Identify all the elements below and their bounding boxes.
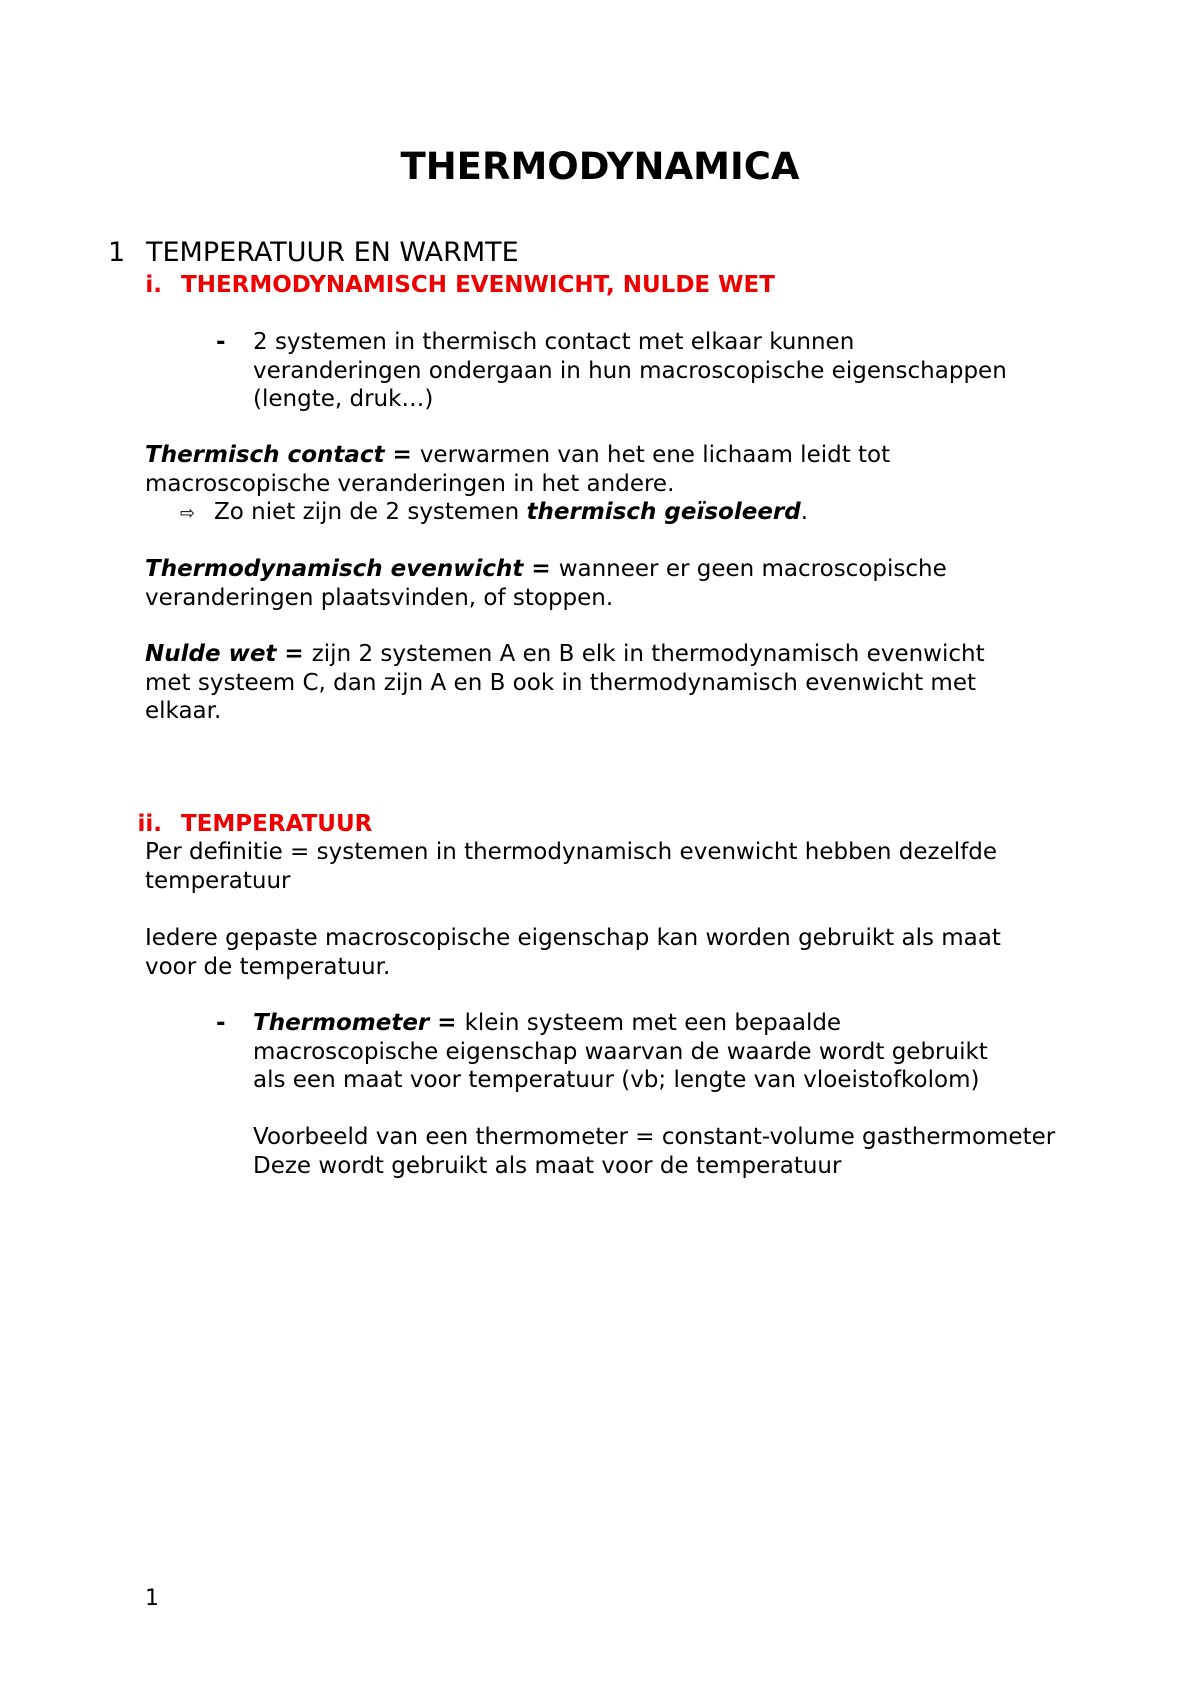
bullet-thermometer bbox=[253, 1009, 988, 1095]
equals-sign: = bbox=[384, 442, 420, 468]
definition-text: klein systeem met een bepaalde bbox=[464, 1010, 842, 1036]
section-number-2: ii. bbox=[137, 811, 162, 837]
term-label: Thermometer bbox=[253, 1010, 430, 1036]
definition-temperatuur bbox=[145, 838, 997, 895]
equals-sign: = bbox=[523, 556, 559, 582]
chapter-number: 1 bbox=[108, 237, 126, 268]
section-title-2: TEMPERATUUR bbox=[181, 811, 373, 837]
section-heading-2 bbox=[98, 810, 372, 839]
bullet-marker-2: - bbox=[216, 1010, 226, 1036]
definition-text: met systeem C, dan zijn A en B ook in thermodynamisch evenwicht met bbox=[145, 669, 977, 696]
equals-sign: = bbox=[276, 641, 312, 667]
paragraph-line: Deze wordt gebruikt als maat voor de temperatuur bbox=[253, 1152, 842, 1179]
paragraph-line: voor de temperatuur. bbox=[145, 953, 391, 980]
term-label: Nulde wet bbox=[145, 641, 277, 667]
arrow-icon: ⇨ bbox=[180, 503, 196, 524]
document-title: THERMODYNAMICA bbox=[400, 145, 800, 188]
term-label: thermisch geïsoleerd bbox=[526, 499, 801, 525]
definition-text: verwarmen van het ene lichaam leidt tot bbox=[419, 442, 891, 468]
equals-sign: = bbox=[429, 1010, 465, 1036]
paragraph-line: Per definitie = systemen in thermodynamisch evenwicht hebben dezelfde bbox=[145, 839, 997, 865]
definition-text: elkaar. bbox=[145, 698, 222, 724]
bullet-line: (lengte, druk…) bbox=[253, 386, 434, 412]
term-label: Thermisch contact bbox=[145, 442, 385, 468]
paragraph-eigenschap bbox=[145, 924, 1001, 981]
definition-text: als een maat voor temperatuur (vb; lengte van vloeistofkolom) bbox=[253, 1067, 980, 1093]
definition-thermisch-contact bbox=[145, 441, 890, 529]
paragraph-line: Iedere gepaste macroscopische eigenschap kan worden gebruikt als maat bbox=[145, 925, 1001, 951]
section-title-1: THERMODYNAMISCH EVENWICHT, NULDE WET bbox=[181, 272, 775, 298]
arrow-end: . bbox=[800, 499, 809, 525]
bullet-text-1 bbox=[253, 328, 1007, 414]
definition-nulde-wet bbox=[145, 640, 985, 726]
example-thermometer bbox=[253, 1123, 1055, 1180]
page-number: 1 bbox=[145, 1586, 159, 1611]
definition-thermodynamisch-evenwicht bbox=[145, 555, 947, 612]
term-label: Thermodynamisch evenwicht bbox=[145, 556, 524, 582]
bullet-line: 2 systemen in thermisch contact met elkaar kunnen bbox=[253, 329, 855, 355]
bullet-marker-1: - bbox=[216, 329, 226, 355]
chapter-title: TEMPERATUUR EN WARMTE bbox=[146, 237, 519, 268]
section-heading-1 bbox=[98, 271, 775, 300]
bullet-line: veranderingen ondergaan in hun macroscopische eigenschappen bbox=[253, 357, 1007, 384]
definition-text: wanneer er geen macroscopische bbox=[558, 556, 947, 582]
arrow-text: Zo niet zijn de 2 systemen bbox=[214, 499, 527, 525]
paragraph-line: Voorbeeld van een thermometer = constant-volume gasthermometer bbox=[253, 1124, 1056, 1150]
definition-text: macroscopische veranderingen in het andere. bbox=[145, 470, 675, 497]
paragraph-line: temperatuur bbox=[145, 867, 291, 894]
definition-text: veranderingen plaatsvinden, of stoppen. bbox=[145, 584, 614, 611]
section-number-1: i. bbox=[145, 272, 162, 298]
chapter-heading bbox=[108, 237, 519, 269]
definition-text: macroscopische eigenschap waarvan de waarde wordt gebruikt bbox=[253, 1038, 988, 1065]
definition-text: zijn 2 systemen A en B elk in thermodynamisch evenwicht bbox=[311, 641, 985, 667]
